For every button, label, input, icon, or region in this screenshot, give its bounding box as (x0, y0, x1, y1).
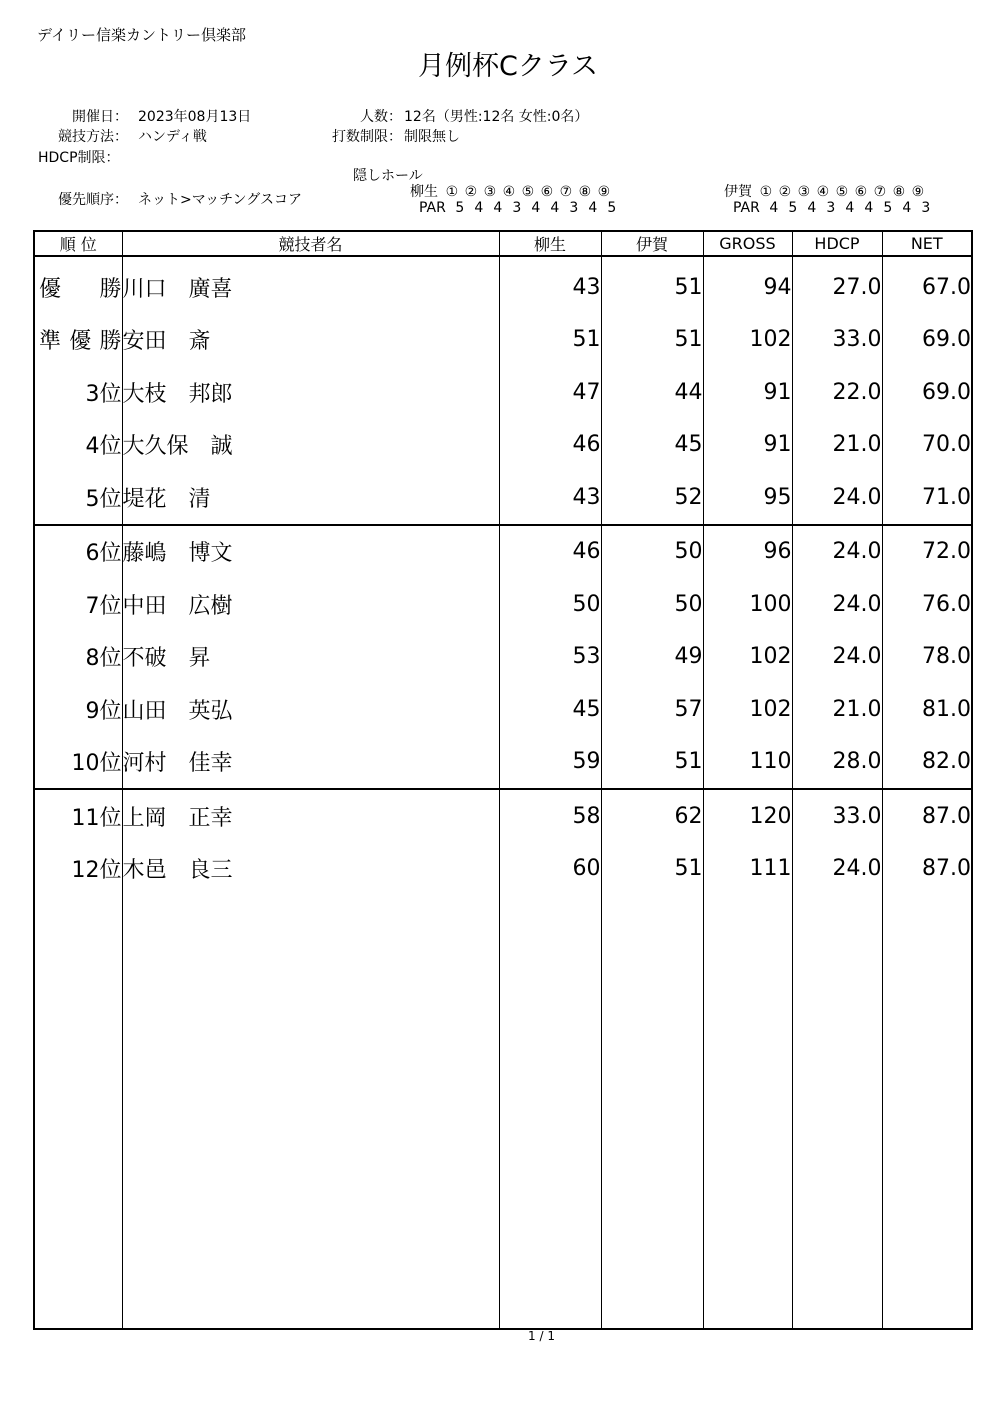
course2-score-cell: 62 (601, 789, 703, 843)
net-cell: 76.0 (882, 578, 972, 631)
par-value: 4 (845, 200, 855, 216)
net-cell: 71.0 (882, 471, 972, 525)
gross-cell: 111 (703, 843, 792, 896)
par-value: 5 (883, 200, 893, 216)
gross-cell: 102 (703, 314, 792, 367)
rank-cell: 5位 (34, 471, 122, 525)
course1-score-cell: 45 (499, 683, 601, 736)
par-value: 4 (474, 200, 484, 216)
hole-marker: ⑨ (597, 184, 611, 200)
net-cell: 72.0 (882, 525, 972, 579)
player-name-cell: 堤花 清 (122, 471, 499, 525)
hole-marker: ⑥ (854, 184, 868, 200)
course1-par-label: PAR (419, 200, 446, 216)
player-name-cell: 河村 佳幸 (122, 736, 499, 790)
hole-marker: ⑥ (540, 184, 554, 200)
net-cell: 82.0 (882, 736, 972, 790)
course2-score-cell: 49 (601, 631, 703, 684)
course2-par-label: PAR (733, 200, 760, 216)
table-row (34, 366, 972, 419)
par-value: 5 (607, 200, 617, 216)
rank-cell: 4位 (34, 419, 122, 472)
par-value: 3 (826, 200, 836, 216)
course1-score-cell: 60 (499, 843, 601, 896)
rank-cell: 9位 (34, 683, 122, 736)
players-value: 12名（男性:12名 女性:0名） (404, 109, 589, 125)
course1-score-cell: 43 (499, 256, 601, 314)
table-row (34, 578, 972, 631)
page-title: 月例杯Cクラス (417, 51, 599, 82)
course2-pars (733, 200, 935, 216)
results-table (33, 230, 973, 1330)
par-value: 4 (493, 200, 503, 216)
gross-cell: 91 (703, 419, 792, 472)
hole-marker: ⑤ (835, 184, 849, 200)
hole-marker: ① (759, 184, 773, 200)
rank-cell: 10位 (34, 736, 122, 790)
priority-label: 優先順序： (58, 192, 128, 208)
table-row (34, 736, 972, 790)
rank-cell: 8位 (34, 631, 122, 684)
rank-cell: 3位 (34, 366, 122, 419)
hole-marker: ⑤ (521, 184, 535, 200)
date-value: 2023年08月13日 (138, 109, 252, 125)
player-name-cell: 山田 英弘 (122, 683, 499, 736)
hole-marker: ⑦ (559, 184, 573, 200)
hidden-holes-label: 隠しホール (353, 168, 423, 184)
course1-score-cell: 47 (499, 366, 601, 419)
par-value: 4 (769, 200, 779, 216)
table-row (34, 525, 972, 579)
gross-cell: 91 (703, 366, 792, 419)
rank-cell: 優 勝 (34, 256, 122, 314)
course2-score-cell: 50 (601, 525, 703, 579)
course1-holes (410, 181, 613, 201)
course2-score-cell: 45 (601, 419, 703, 472)
hole-marker: ⑦ (873, 184, 887, 200)
gross-cell: 96 (703, 525, 792, 579)
hdcp-cell: 24.0 (792, 631, 882, 684)
course2-holes (724, 181, 927, 201)
table-row (34, 843, 972, 896)
hdcp-cell: 21.0 (792, 683, 882, 736)
par-value: 3 (569, 200, 579, 216)
net-cell: 70.0 (882, 419, 972, 472)
header-gross: GROSS (703, 231, 792, 256)
course2-score-cell: 51 (601, 843, 703, 896)
stroke-limit-label: 打数制限： (332, 129, 402, 145)
course1-score-cell: 51 (499, 314, 601, 367)
header-hdcp: HDCP (792, 231, 882, 256)
net-cell: 87.0 (882, 789, 972, 843)
player-name-cell: 大枝 邦郎 (122, 366, 499, 419)
par-value: 3 (921, 200, 931, 216)
par-value: 5 (455, 200, 465, 216)
header-course2: 伊賀 (601, 231, 703, 256)
hole-marker: ① (445, 184, 459, 200)
table-row (34, 314, 972, 367)
player-name-cell: 上岡 正幸 (122, 789, 499, 843)
par-value: 4 (531, 200, 541, 216)
table-header-row (34, 231, 972, 256)
gross-cell: 102 (703, 683, 792, 736)
hole-marker: ③ (483, 184, 497, 200)
method-label: 競技方法： (58, 129, 128, 145)
net-cell: 81.0 (882, 683, 972, 736)
hole-marker: ⑨ (911, 184, 925, 200)
page-number: 1 / 1 (528, 1329, 555, 1343)
method-value: ハンディ戦 (138, 129, 207, 145)
players-label: 人数： (360, 109, 402, 125)
player-name-cell: 藤嶋 博文 (122, 525, 499, 579)
table-body (34, 256, 972, 1329)
player-name-cell: 川口 廣喜 (122, 256, 499, 314)
hdcp-limit-label: HDCP制限： (38, 150, 120, 166)
table-row (34, 789, 972, 843)
table-row (34, 471, 972, 525)
hdcp-cell: 33.0 (792, 314, 882, 367)
par-value: 4 (902, 200, 912, 216)
course1-score-cell: 59 (499, 736, 601, 790)
hole-marker: ④ (502, 184, 516, 200)
rank-cell: 7位 (34, 578, 122, 631)
player-name-cell: 不破 昇 (122, 631, 499, 684)
gross-cell: 95 (703, 471, 792, 525)
net-cell: 78.0 (882, 631, 972, 684)
hdcp-cell: 28.0 (792, 736, 882, 790)
hole-marker: ② (778, 184, 792, 200)
table-row (34, 419, 972, 472)
net-cell: 69.0 (882, 366, 972, 419)
net-cell: 87.0 (882, 843, 972, 896)
priority-value: ネット>マッチングスコア (138, 192, 303, 208)
par-value: 3 (512, 200, 522, 216)
course2-score-cell: 50 (601, 578, 703, 631)
table-row (34, 256, 972, 314)
gross-cell: 120 (703, 789, 792, 843)
hole-marker: ⑧ (578, 184, 592, 200)
course1-score-cell: 46 (499, 419, 601, 472)
hole-marker: ④ (816, 184, 830, 200)
course1-pars (419, 200, 621, 216)
hole-marker: ③ (797, 184, 811, 200)
hole-marker: ② (464, 184, 478, 200)
rank-cell: 11位 (34, 789, 122, 843)
course1-score-cell: 43 (499, 471, 601, 525)
date-label: 開催日： (72, 109, 128, 125)
course1-score-cell: 58 (499, 789, 601, 843)
par-value: 4 (864, 200, 874, 216)
gross-cell: 110 (703, 736, 792, 790)
course2-score-cell: 44 (601, 366, 703, 419)
table-row (34, 683, 972, 736)
par-value: 5 (788, 200, 798, 216)
player-name-cell: 安田 斎 (122, 314, 499, 367)
gross-cell: 102 (703, 631, 792, 684)
empty-filler-row (34, 895, 972, 1329)
rank-cell: 準優勝 (34, 314, 122, 367)
course2-score-cell: 51 (601, 314, 703, 367)
header-course1: 柳生 (499, 231, 601, 256)
hdcp-cell: 24.0 (792, 578, 882, 631)
course2-score-cell: 52 (601, 471, 703, 525)
hdcp-cell: 24.0 (792, 471, 882, 525)
course2-name: 伊賀 (724, 184, 752, 200)
stroke-limit-value: 制限無し (404, 129, 460, 145)
gross-cell: 94 (703, 256, 792, 314)
net-cell: 69.0 (882, 314, 972, 367)
hdcp-cell: 33.0 (792, 789, 882, 843)
player-name-cell: 木邑 良三 (122, 843, 499, 896)
hdcp-cell: 24.0 (792, 525, 882, 579)
hdcp-cell: 21.0 (792, 419, 882, 472)
header-net: NET (882, 231, 972, 256)
course2-score-cell: 57 (601, 683, 703, 736)
par-value: 4 (550, 200, 560, 216)
course1-score-cell: 53 (499, 631, 601, 684)
course1-score-cell: 50 (499, 578, 601, 631)
hdcp-cell: 27.0 (792, 256, 882, 314)
par-value: 4 (588, 200, 598, 216)
hdcp-cell: 22.0 (792, 366, 882, 419)
course2-score-cell: 51 (601, 256, 703, 314)
hdcp-cell: 24.0 (792, 843, 882, 896)
table-row (34, 631, 972, 684)
hole-marker: ⑧ (892, 184, 906, 200)
course1-name: 柳生 (410, 184, 438, 200)
net-cell: 67.0 (882, 256, 972, 314)
rank-cell: 12位 (34, 843, 122, 896)
header-name: 競技者名 (122, 231, 499, 256)
gross-cell: 100 (703, 578, 792, 631)
par-value: 4 (807, 200, 817, 216)
rank-cell: 6位 (34, 525, 122, 579)
course2-score-cell: 51 (601, 736, 703, 790)
player-name-cell: 中田 広樹 (122, 578, 499, 631)
club-name: デイリー信楽カントリー倶楽部 (37, 26, 246, 44)
header-rank: 順 位 (34, 231, 122, 256)
player-name-cell: 大久保 誠 (122, 419, 499, 472)
course1-score-cell: 46 (499, 525, 601, 579)
